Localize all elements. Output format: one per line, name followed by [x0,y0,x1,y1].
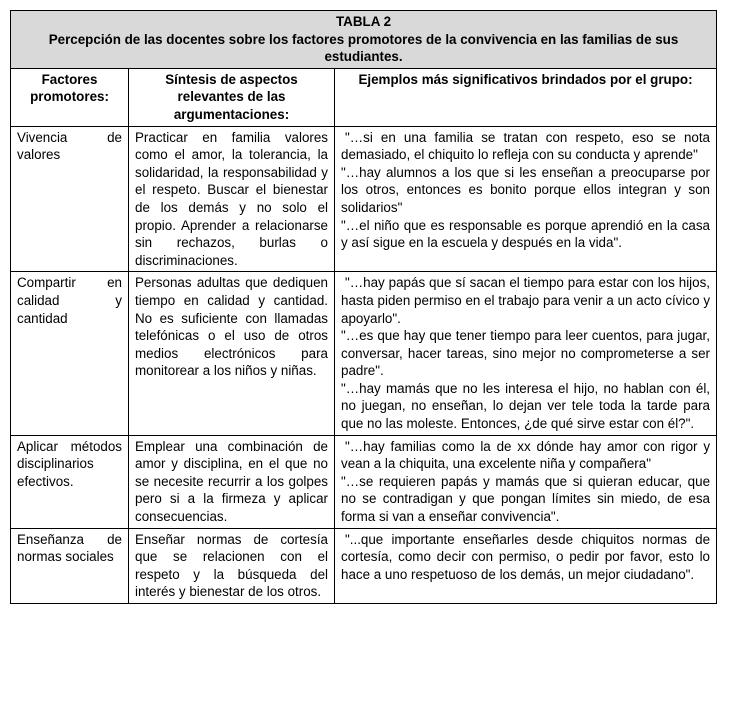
table-row [11,435,717,528]
examples-cell [335,126,717,272]
synthesis-cell: Practicar en familia valores como el amor, la tolerancia, la solidaridad, la responsabilidad y el respeto. Buscar el bienestar de los demás y no solo el propio. Aprender a relacionarse sin rechazos, burlas o discriminaciones. [129,126,335,272]
table-row [11,126,717,272]
table-title [11,11,717,69]
example-quote: "…si en una familia se tratan con respeto, eso se nota demasiado, el chiquito lo refleja con su conducta y aprende" [341,129,711,163]
table-row [11,272,717,435]
examples-cell [335,435,717,528]
header-sintesis: Síntesis de aspectos relevantes de las argumentaciones: [129,68,335,126]
factor-cell: Vivencia de valores [11,126,129,272]
synthesis-cell: Personas adultas que dediquen tiempo en calidad y cantidad. No es suficiente con llamadas telefónicas o el uso de otros medios electrónicos para monitorear a los niños y niñas. [129,272,335,435]
example-quote: "…el niño que es responsable es porque aprendió en la casa y así sigue en la escuela y después en la vida". [341,217,711,251]
table-label: TABLA 2 [335,14,392,29]
factor-cell: Enseñanza de normas sociales [11,528,129,603]
synthesis-cell: Emplear una combinación de amor y disciplina, en el que no se necesite recurrir a los golpes pero si a la firmeza y aplicar consecuencias. [129,435,335,528]
example-quote: "…hay papás que sí sacan el tiempo para estar con los hijos, hasta piden permiso en el trabajo para venir a un acto cívico y apoyarlo". [341,275,711,326]
factor-cell: Aplicar métodos disciplinarios efectivos. [11,435,129,528]
synthesis-cell: Enseñar normas de cortesía que se relacionen con el respeto y la búsqueda del interés y bienestar de los otros. [129,528,335,603]
example-quote: "…es que hay que tener tiempo para leer cuentos, para jugar, conversar, hacer tareas, sino mejor no comprometerse a ser padre". [341,328,711,379]
table-header-row [11,68,717,126]
header-factores: Factores promotores: [11,68,129,126]
table-title-row [11,11,717,69]
perception-table [10,10,717,604]
examples-cell [335,528,717,603]
table-row [11,528,717,603]
table-caption: Percepción de las docentes sobre los factores promotores de la convivencia en las familias de sus estudiantes. [48,31,679,65]
example-quote: "…hay alumnos a los que si les enseñan a preocuparse por los otros, entonces es bonito porque ellos integran y son solidarios" [341,164,711,215]
example-quote: "…hay familias como la de xx dónde hay amor con rigor y vean a la chiquita, una excelente niña y compañera" [341,438,711,472]
example-quote: "…hay mamás que no les interesa el hijo, no hablan con él, no juegan, no enseñan, lo dejan ver tele toda la tarde para que no las moleste. Entonces, ¿de qué sirve estar con él?". [341,380,711,432]
factor-cell: Compartir en calidad y cantidad [11,272,129,435]
examples-cell [335,272,717,435]
example-quote: "…se requieren papás y mamás que si quieran educar, que no se contradigan y que pongan límites sin miedo, de esa forma si van a enseñar convivencia". [341,473,711,525]
header-ejemplos: Ejemplos más significativos brindados por el grupo: [335,68,717,126]
example-quote: "...que importante enseñarles desde chiquitos normas de cortesía, como decir con permiso, o pedir por favor, esto lo hace a uno respetuoso de los demás, un mejor ciudadano". [341,531,711,582]
